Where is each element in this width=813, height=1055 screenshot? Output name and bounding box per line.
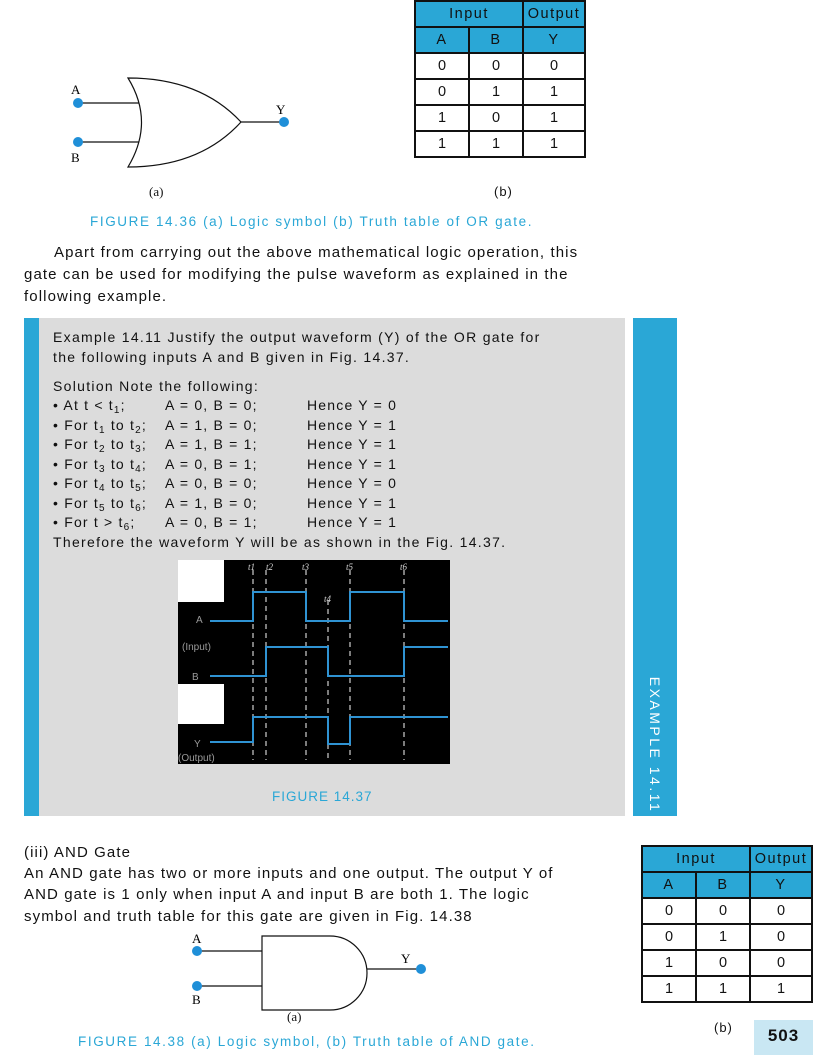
solution-row-interval: • For $t_3$ to $t_4$; — [53, 456, 147, 475]
solution-row-condition: A = 0, B = 1; — [165, 456, 258, 472]
solution-row-result: Hence Y = 1 — [307, 417, 398, 433]
table-row: 0 1 0 — [642, 924, 812, 950]
waveform-label-a: A — [196, 615, 203, 626]
solution-row-interval: • For $t_5$ to $t_6$; — [53, 495, 147, 514]
solution-row-result: Hence Y = 0 — [307, 475, 398, 491]
or-label-b: B — [71, 150, 80, 165]
or-subfig-a-label: (a) — [149, 184, 164, 199]
solution-row-interval: • For $t_4$ to $t_5$; — [53, 475, 147, 494]
example-statement-1: Example 14.11 Justify the output waveform (Y) of the OR gate for — [53, 329, 541, 345]
and-header-input: Input — [642, 846, 750, 872]
and-input-a-terminal — [192, 946, 202, 956]
waveform-figure — [178, 560, 450, 764]
and-label-a: A — [192, 931, 202, 946]
example-conclusion: Therefore the waveform Y will be as shown in the Fig. 14.37. — [53, 534, 507, 550]
or-col-y: Y — [523, 27, 585, 53]
solution-row-result: Hence Y = 1 — [307, 456, 398, 472]
table-row: 1 0 1 — [415, 105, 585, 131]
time-t4-label: t4 — [324, 594, 332, 604]
solution-row-interval: • At $t < t_1$; — [53, 397, 126, 416]
table-row: 1 1 1 — [415, 131, 585, 157]
solution-row-interval: • For $t > t_6$; — [53, 514, 136, 533]
solution-row-condition: A = 1, B = 1; — [165, 436, 258, 452]
time-t3-label: t3 — [302, 562, 310, 572]
table-row: 0 1 1 — [415, 79, 585, 105]
time-t2-label: t2 — [266, 562, 274, 572]
example-side-label: EXAMPLE 14.11 — [647, 676, 663, 814]
and-gate-body — [262, 936, 367, 1010]
and-col-b: B — [696, 872, 750, 898]
solution-row-condition: A = 1, B = 0; — [165, 417, 258, 433]
time-t6-label: t6 — [400, 562, 408, 572]
or-input-a-terminal — [73, 98, 83, 108]
table-row: 1 0 0 — [642, 950, 812, 976]
example-statement-2: the following inputs A and B given in Fig. 14.37. — [53, 349, 411, 365]
figure-14-37-caption: FIGURE 14.37 — [272, 789, 373, 804]
and-gate-symbol — [180, 928, 440, 1038]
solution-row-condition: A = 0, B = 0; — [165, 397, 258, 413]
and-subfig-b-label: (b) — [714, 1020, 733, 1035]
solution-row-condition: A = 0, B = 1; — [165, 514, 258, 530]
paragraph-line-1: Apart from carrying out the above mathematical logic operation, this — [54, 244, 579, 261]
paragraph-line-2: gate can be used for modifying the pulse waveform as explained in the — [24, 266, 569, 283]
and-paragraph-line-1: An AND gate has two or more inputs and one output. The output Y of — [24, 865, 554, 882]
or-truth-table — [414, 0, 586, 158]
and-truth-table — [641, 845, 813, 1003]
or-input-b-terminal — [73, 137, 83, 147]
paragraph-line-3: following example. — [24, 288, 168, 305]
and-paragraph-line-2: AND gate is 1 only when input A and input B are both 1. The logic — [24, 886, 530, 903]
and-input-b-terminal — [192, 981, 202, 991]
or-label-a: A — [71, 82, 81, 97]
or-subfig-b-label: (b) — [494, 184, 513, 199]
figure-14-38-caption: FIGURE 14.38 (a) Logic symbol, (b) Truth table of AND gate. — [78, 1034, 536, 1049]
or-header-output: Output — [523, 1, 585, 27]
table-row: 0 0 0 — [415, 53, 585, 79]
waveform-label-input: (Input) — [182, 642, 211, 653]
example-left-bar — [24, 318, 39, 816]
or-label-y: Y — [276, 102, 286, 117]
solution-row-interval: • For $t_1$ to $t_2$; — [53, 417, 147, 436]
and-paragraph-line-3: symbol and truth table for this gate are given in Fig. 14.38 — [24, 908, 473, 925]
and-label-b: B — [192, 992, 201, 1007]
time-t5-label: t5 — [346, 562, 354, 572]
waveform-label-y: Y — [194, 739, 201, 750]
page-number: 503 — [754, 1020, 813, 1055]
and-label-y: Y — [401, 951, 411, 966]
and-subfig-a-label: (a) — [287, 1009, 302, 1024]
table-row: 1 1 1 — [642, 976, 812, 1002]
and-output-terminal — [416, 964, 426, 974]
solution-row-result: Hence Y = 0 — [307, 397, 398, 413]
solution-row-result: Hence Y = 1 — [307, 514, 398, 530]
or-header-input: Input — [415, 1, 523, 27]
table-row: 0 0 0 — [642, 898, 812, 924]
solution-row-condition: A = 0, B = 0; — [165, 475, 258, 491]
waveform-label-output: (Output) — [178, 753, 215, 764]
or-output-terminal — [279, 117, 289, 127]
time-t1-label: t1 — [248, 562, 256, 572]
solution-row-result: Hence Y = 1 — [307, 495, 398, 511]
and-col-a: A — [642, 872, 696, 898]
or-col-a: A — [415, 27, 469, 53]
solution-row-condition: A = 1, B = 0; — [165, 495, 258, 511]
and-header-output: Output — [750, 846, 812, 872]
solution-row-interval: • For $t_2$ to $t_3$; — [53, 436, 147, 455]
and-gate-heading: (iii) AND Gate — [24, 844, 132, 861]
or-col-b: B — [469, 27, 523, 53]
solution-heading: Solution Note the following: — [53, 378, 260, 394]
or-gate-symbol — [55, 70, 315, 180]
and-col-y: Y — [750, 872, 812, 898]
or-gate-body — [128, 78, 241, 167]
waveform-label-b: B — [192, 672, 199, 683]
figure-14-36-caption: FIGURE 14.36 (a) Logic symbol (b) Truth table of OR gate. — [90, 214, 534, 229]
solution-row-result: Hence Y = 1 — [307, 436, 398, 452]
